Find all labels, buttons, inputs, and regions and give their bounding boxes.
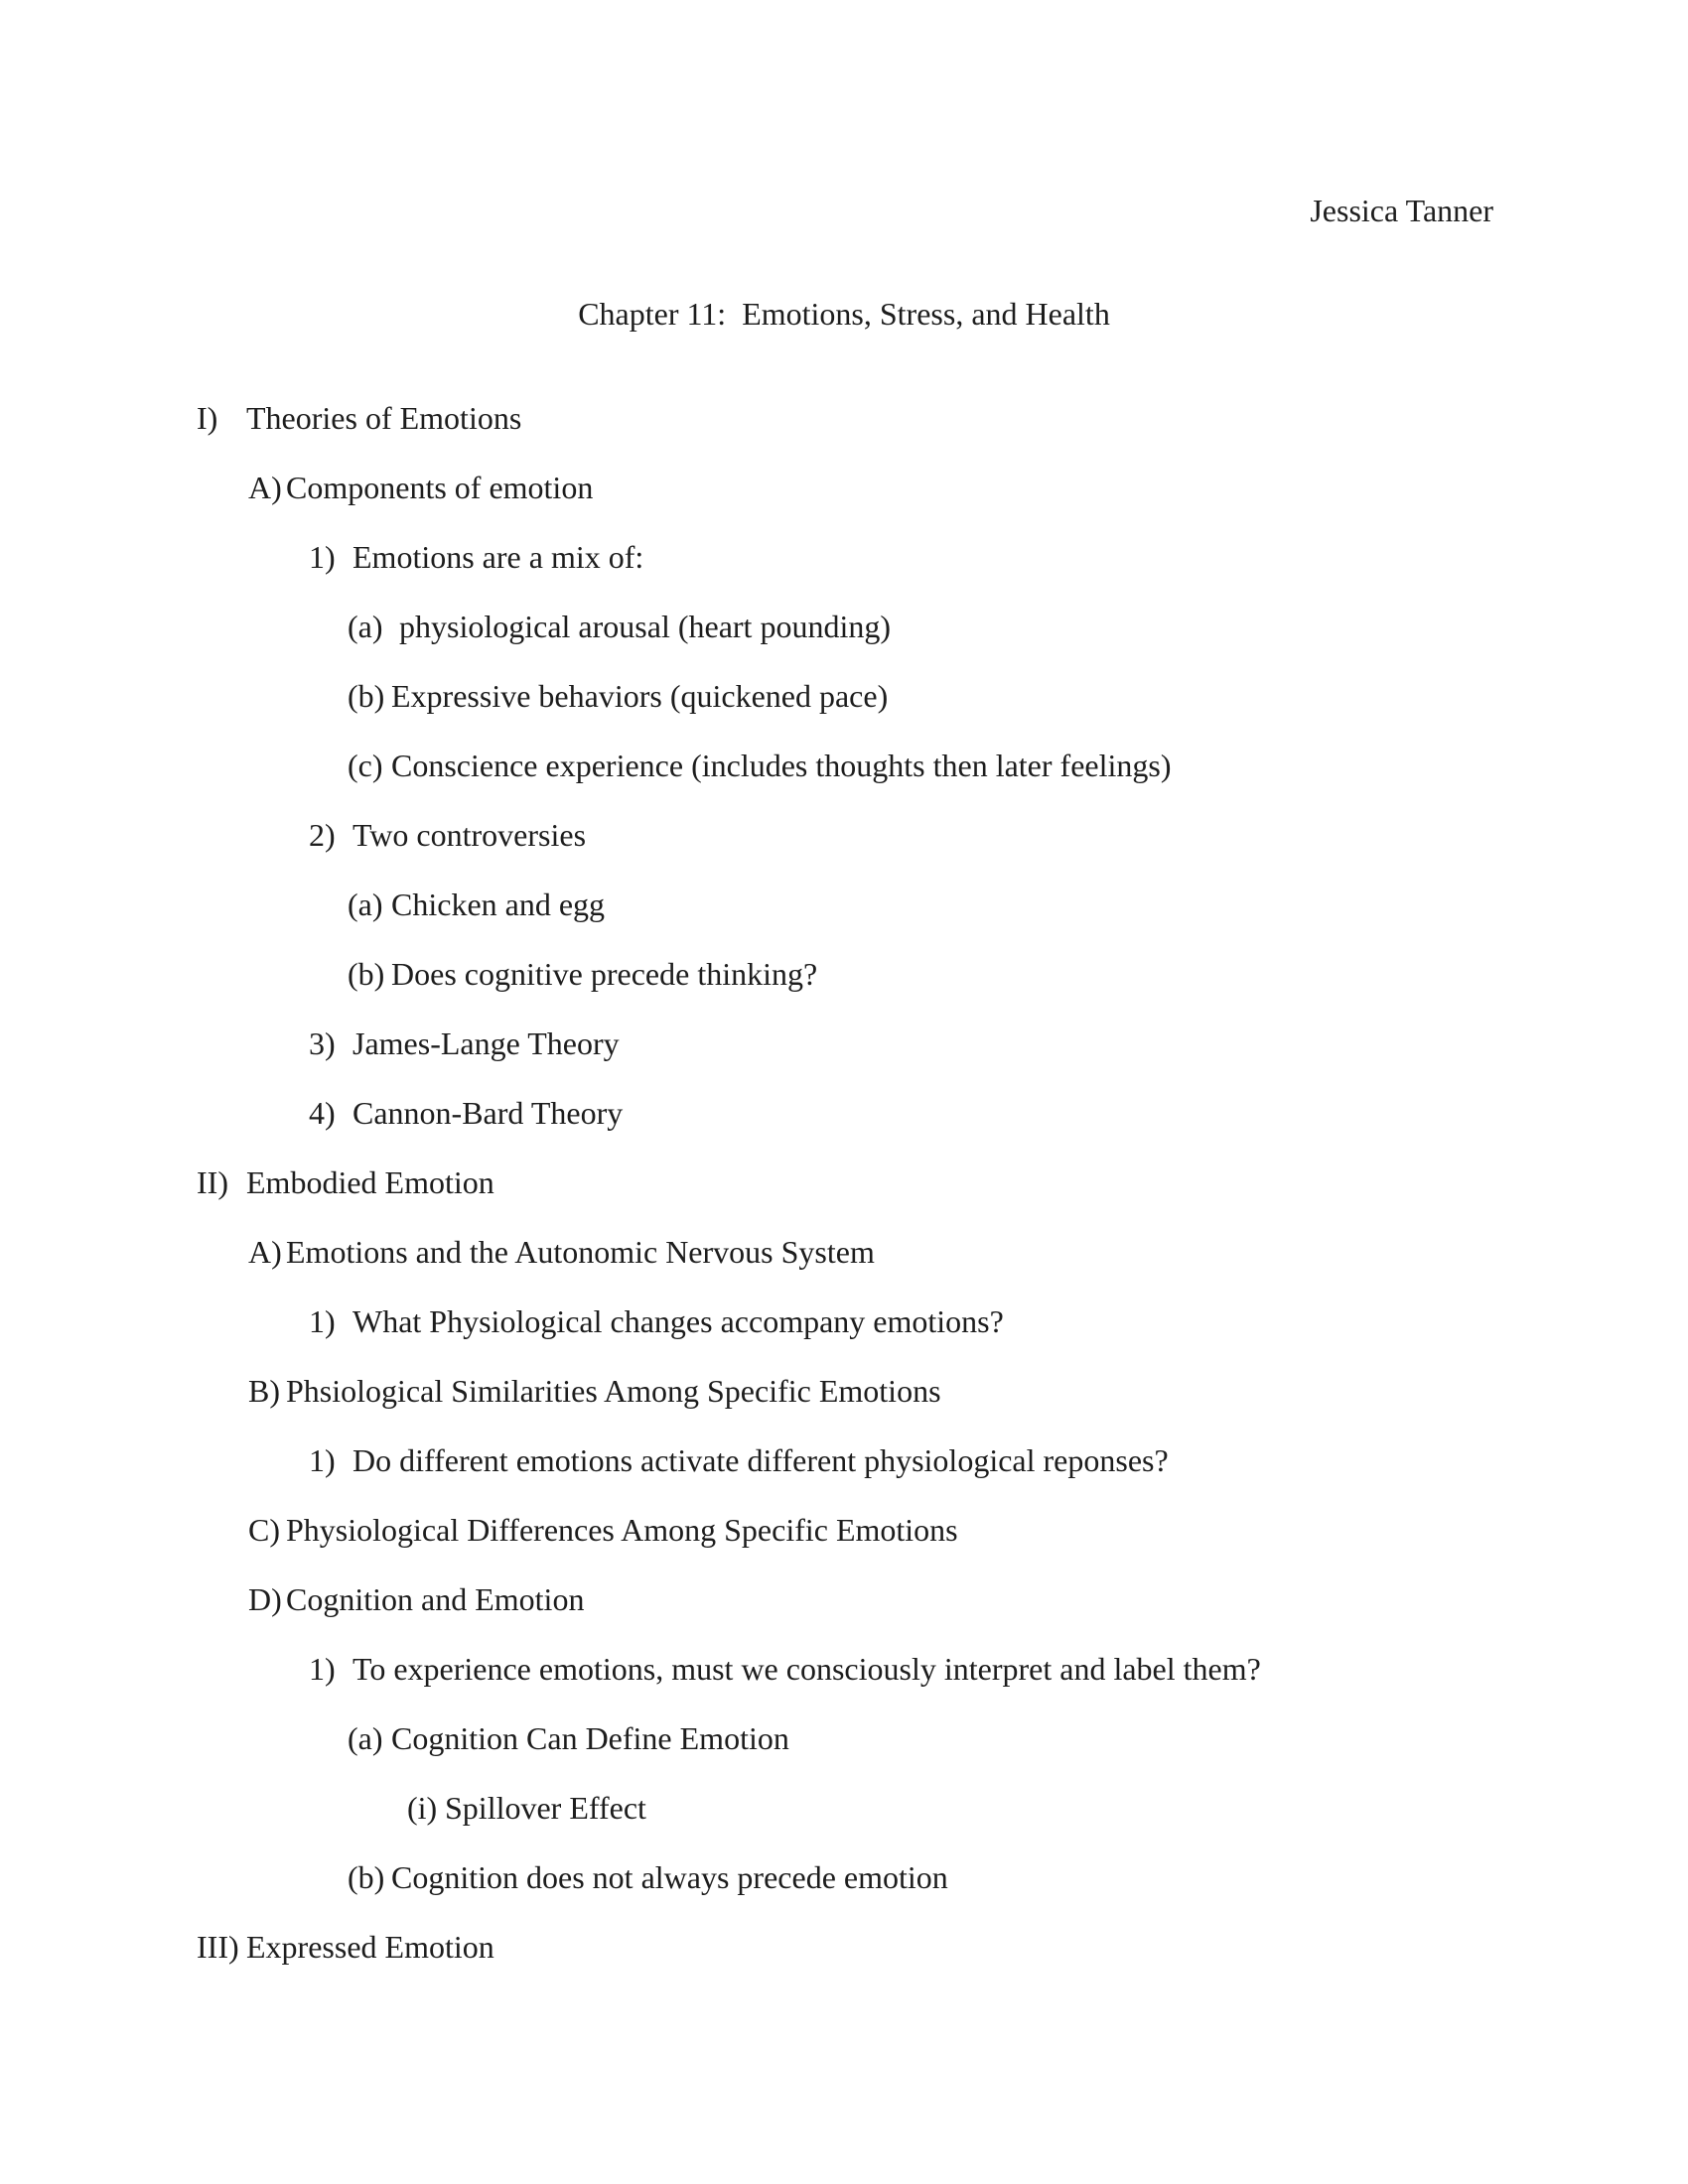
- outline-item-text: What Physiological changes accompany emotions?: [352, 1302, 1004, 1339]
- outline-item-marker: II): [197, 1163, 228, 1200]
- outline-item: [0, 1773, 1688, 1843]
- outline-item: [0, 1704, 1688, 1773]
- outline-item: [0, 1287, 1688, 1356]
- outline-item: [0, 1912, 1688, 1981]
- outline-item-text: Cognition does not always precede emotion: [391, 1858, 948, 1895]
- outline-item-marker: A): [248, 1233, 282, 1270]
- outline-item: [0, 1217, 1688, 1287]
- outline-item-marker: A): [248, 469, 282, 505]
- outline-item-marker: C): [248, 1511, 280, 1548]
- outline-item-marker: B): [248, 1372, 280, 1409]
- outline-item: [0, 453, 1688, 522]
- outline-item: [0, 1426, 1688, 1495]
- outline-list: [0, 383, 1688, 1981]
- outline-item-marker: (c): [348, 747, 383, 783]
- outline-item-marker: 2): [309, 816, 336, 853]
- author-name: Jessica Tanner: [1310, 193, 1493, 228]
- outline-item: [0, 731, 1688, 800]
- outline-item-marker: 1): [309, 1441, 336, 1478]
- outline-item-text: Phsiological Similarities Among Specific Emotions: [286, 1372, 941, 1409]
- outline-item-text: Expressed Emotion: [246, 1928, 494, 1965]
- outline-item-text: Do different emotions activate different physiological reponses?: [352, 1441, 1169, 1478]
- outline-item-text: Chicken and egg: [391, 886, 606, 922]
- outline-item-text: Embodied Emotion: [246, 1163, 494, 1200]
- outline-item: [0, 1148, 1688, 1217]
- outline-item-marker: (a): [348, 886, 383, 922]
- outline-item-text: James-Lange Theory: [352, 1024, 620, 1061]
- outline-item-text: Cannon-Bard Theory: [352, 1094, 624, 1131]
- outline-item-text: Physiological Differences Among Specific Emotions: [286, 1511, 958, 1548]
- outline-item-text: Cognition Can Define Emotion: [391, 1719, 789, 1756]
- outline-item-marker: (a): [348, 1719, 383, 1756]
- outline-item-text: Components of emotion: [286, 469, 594, 505]
- outline-item: [0, 1009, 1688, 1078]
- outline-item-text: Expressive behaviors (quickened pace): [391, 677, 889, 714]
- outline-item: [0, 1843, 1688, 1912]
- outline-item: [0, 1565, 1688, 1634]
- outline-item-text: physiological arousal (heart pounding): [391, 608, 891, 644]
- outline-item-marker: (b): [348, 1858, 385, 1895]
- document-title: Chapter 11: Emotions, Stress, and Health: [578, 296, 1110, 332]
- outline-item-text: Emotions and the Autonomic Nervous System: [286, 1233, 875, 1270]
- outline-item: [0, 1356, 1688, 1426]
- outline-item: [0, 1634, 1688, 1704]
- outline-item-marker: 3): [309, 1024, 336, 1061]
- outline-item-marker: (b): [348, 955, 385, 992]
- outline-item: [0, 522, 1688, 592]
- outline-item: [0, 870, 1688, 939]
- outline-item: [0, 939, 1688, 1009]
- outline-item: [0, 800, 1688, 870]
- outline-item-text: Emotions are a mix of:: [352, 538, 644, 575]
- outline-item: [0, 661, 1688, 731]
- outline-item: [0, 1078, 1688, 1148]
- outline-item-marker: (b): [348, 677, 385, 714]
- outline-item-text: Theories of Emotions: [246, 399, 522, 436]
- outline-item: [0, 592, 1688, 661]
- outline-item-marker: 4): [309, 1094, 336, 1131]
- outline-item-text: Does cognitive precede thinking?: [391, 955, 818, 992]
- outline-item-marker: 1): [309, 1650, 336, 1687]
- outline-item-marker: 1): [309, 538, 336, 575]
- outline-item-marker: III): [197, 1928, 239, 1965]
- outline-item-marker: D): [248, 1580, 282, 1617]
- outline-item-text: Conscience experience (includes thoughts then later feelings): [391, 747, 1172, 783]
- outline-item-text: Cognition and Emotion: [286, 1580, 585, 1617]
- outline-item-text: To experience emotions, must we consciously interpret and label them?: [352, 1650, 1261, 1687]
- outline-item: [0, 383, 1688, 453]
- outline-item: [0, 1495, 1688, 1565]
- outline-item-text: Spillover Effect: [445, 1789, 646, 1826]
- outline-item-text: Two controversies: [352, 816, 587, 853]
- outline-item-marker: 1): [309, 1302, 336, 1339]
- outline-item-marker: (a): [348, 608, 383, 644]
- outline-item-marker: (i): [407, 1789, 438, 1826]
- outline-item-marker: I): [197, 399, 218, 436]
